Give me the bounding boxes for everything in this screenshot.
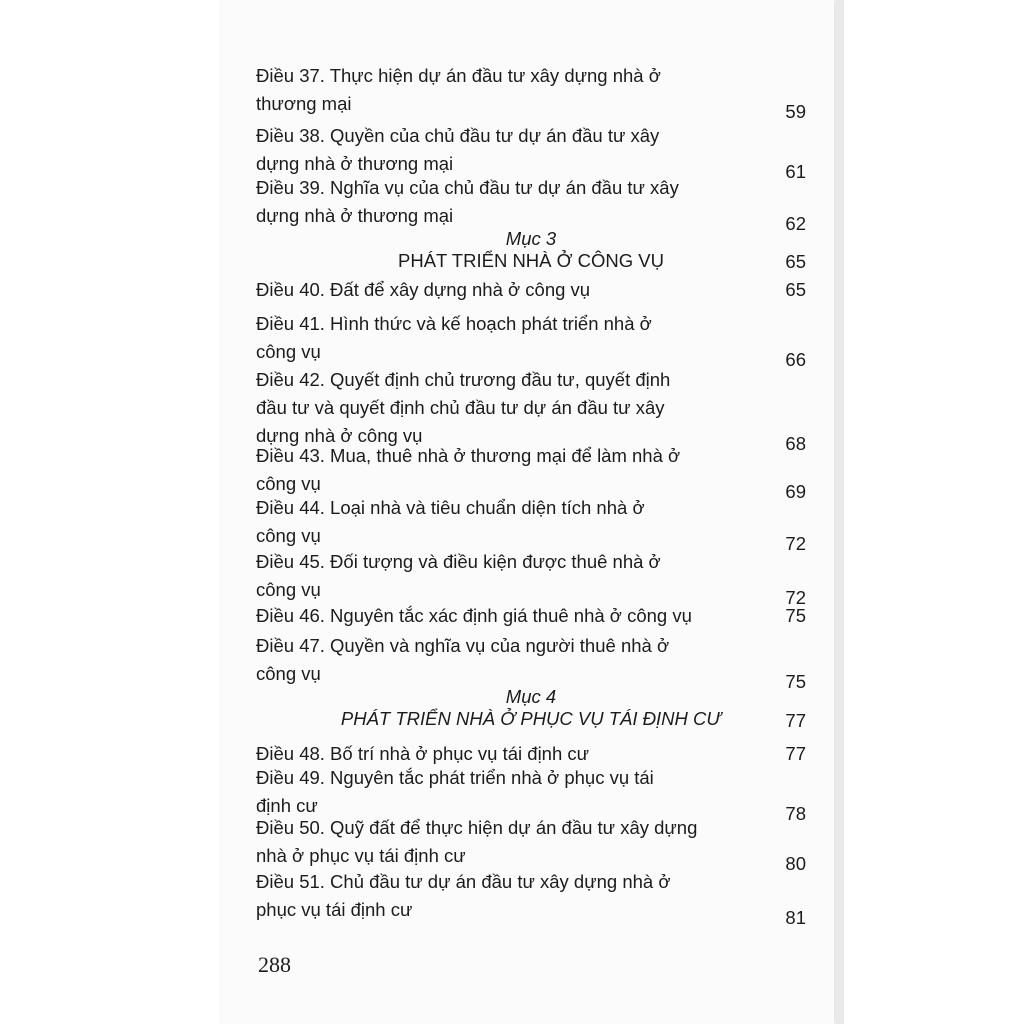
toc-entry-page: 61 xyxy=(785,161,806,182)
section-label: Mục 4 xyxy=(505,686,557,707)
page-number: 288 xyxy=(258,952,291,977)
toc-entry xyxy=(256,276,806,304)
section-title-text: PHÁT TRIỂN NHÀ Ở CÔNG VỤ xyxy=(398,250,664,271)
toc-entry-line: Điều 49. Nguyên tắc phát triển nhà ở phục vụ tái xyxy=(256,767,654,788)
section-title xyxy=(256,708,806,730)
toc-entry-page: 75 xyxy=(785,605,806,626)
toc-entry-page: 77 xyxy=(785,743,806,764)
toc-entry-line: công vụ xyxy=(256,341,321,362)
section-title xyxy=(256,250,806,272)
toc-entry-line: Điều 47. Quyền và nghĩa vụ của người thuê nhà ở xyxy=(256,635,670,656)
toc-entry-line: Điều 48. Bố trí nhà ở phục vụ tái định cư xyxy=(256,743,590,764)
toc-entry-line: Điều 50. Quỹ đất để thực hiện dự án đầu tư xây dựng xyxy=(256,817,698,838)
section-label: Mục 3 xyxy=(505,228,557,249)
toc-entry-line: Điều 44. Loại nhà và tiêu chuẩn diện tích nhà ở xyxy=(256,497,645,518)
toc-entry xyxy=(256,602,806,630)
toc-entry xyxy=(256,548,806,608)
toc-entry-line: công vụ xyxy=(256,525,321,546)
section-title-text: PHÁT TRIỂN NHÀ Ở PHỤC VỤ TÁI ĐỊNH CƯ xyxy=(340,708,722,729)
toc-entry-page: 69 xyxy=(785,481,806,502)
toc-entry-line: Điều 40. Đất để xây dựng nhà ở công vụ xyxy=(256,279,591,300)
toc-entry-line: dựng nhà ở công vụ xyxy=(256,425,423,446)
toc-entry xyxy=(256,174,806,234)
toc-entry-line: Điều 41. Hình thức và kế hoạch phát triển nhà ở xyxy=(256,313,652,334)
toc-entry-page: 81 xyxy=(785,907,806,928)
toc-entry-line: công vụ xyxy=(256,473,321,494)
toc-entry-page: 72 xyxy=(785,533,806,554)
toc-entry-page: 78 xyxy=(785,803,806,824)
toc-entry-line: Điều 42. Quyết định chủ trương đầu tư, quyết định xyxy=(256,369,671,390)
toc-entry xyxy=(256,366,806,454)
next-page-edge xyxy=(836,0,844,1024)
toc-entry-line: định cư xyxy=(256,795,318,816)
toc-entry-line: Điều 46. Nguyên tắc xác định giá thuê nhà ở công vụ xyxy=(256,605,692,626)
toc-entry xyxy=(256,122,806,182)
toc-entry-page: 62 xyxy=(785,213,806,234)
toc-entry xyxy=(256,764,806,824)
toc-entry-line: Điều 43. Mua, thuê nhà ở thương mại để làm nhà ở xyxy=(256,445,681,466)
toc-entry-page: 80 xyxy=(785,853,806,874)
toc-entry xyxy=(256,632,806,692)
toc-entry-line: Điều 45. Đối tượng và điều kiện được thuê nhà ở xyxy=(256,551,661,572)
toc-entry xyxy=(256,868,806,928)
toc-entry-line: Điều 37. Thực hiện dự án đầu tư xây dựng nhà ở xyxy=(256,65,661,86)
toc-entry-page: 75 xyxy=(785,671,806,692)
toc-entry xyxy=(256,310,806,370)
toc-entry-line: đầu tư và quyết định chủ đầu tư dự án đầu tư xây xyxy=(256,397,665,418)
toc-entry-page: 65 xyxy=(785,279,806,300)
toc-entry-page: 66 xyxy=(785,349,806,370)
toc-entry xyxy=(256,494,806,554)
toc-entry-line: nhà ở phục vụ tái định cư xyxy=(256,845,466,866)
toc-entry-page: 68 xyxy=(785,433,806,454)
toc-entry xyxy=(256,62,806,122)
toc-entry-line: phục vụ tái định cư xyxy=(256,899,413,920)
toc-entry-line: thương mại xyxy=(256,93,352,114)
toc-entry-line: dựng nhà ở thương mại xyxy=(256,205,454,226)
toc-entry-page: 59 xyxy=(785,101,806,122)
toc-entry-line: công vụ xyxy=(256,579,321,600)
toc-entry-line: dựng nhà ở thương mại xyxy=(256,153,454,174)
toc-entry-line: Điều 39. Nghĩa vụ của chủ đầu tư dự án đầu tư xây xyxy=(256,177,679,198)
toc-entry-line: Điều 51. Chủ đầu tư dự án đầu tư xây dựng nhà ở xyxy=(256,871,671,892)
toc-entry xyxy=(256,814,806,874)
toc-entry xyxy=(256,442,806,502)
toc-entry-page: 72 xyxy=(785,587,806,608)
toc-entry-line: công vụ xyxy=(256,663,321,684)
toc-entry-line: Điều 38. Quyền của chủ đầu tư dự án đầu tư xây xyxy=(256,125,660,146)
